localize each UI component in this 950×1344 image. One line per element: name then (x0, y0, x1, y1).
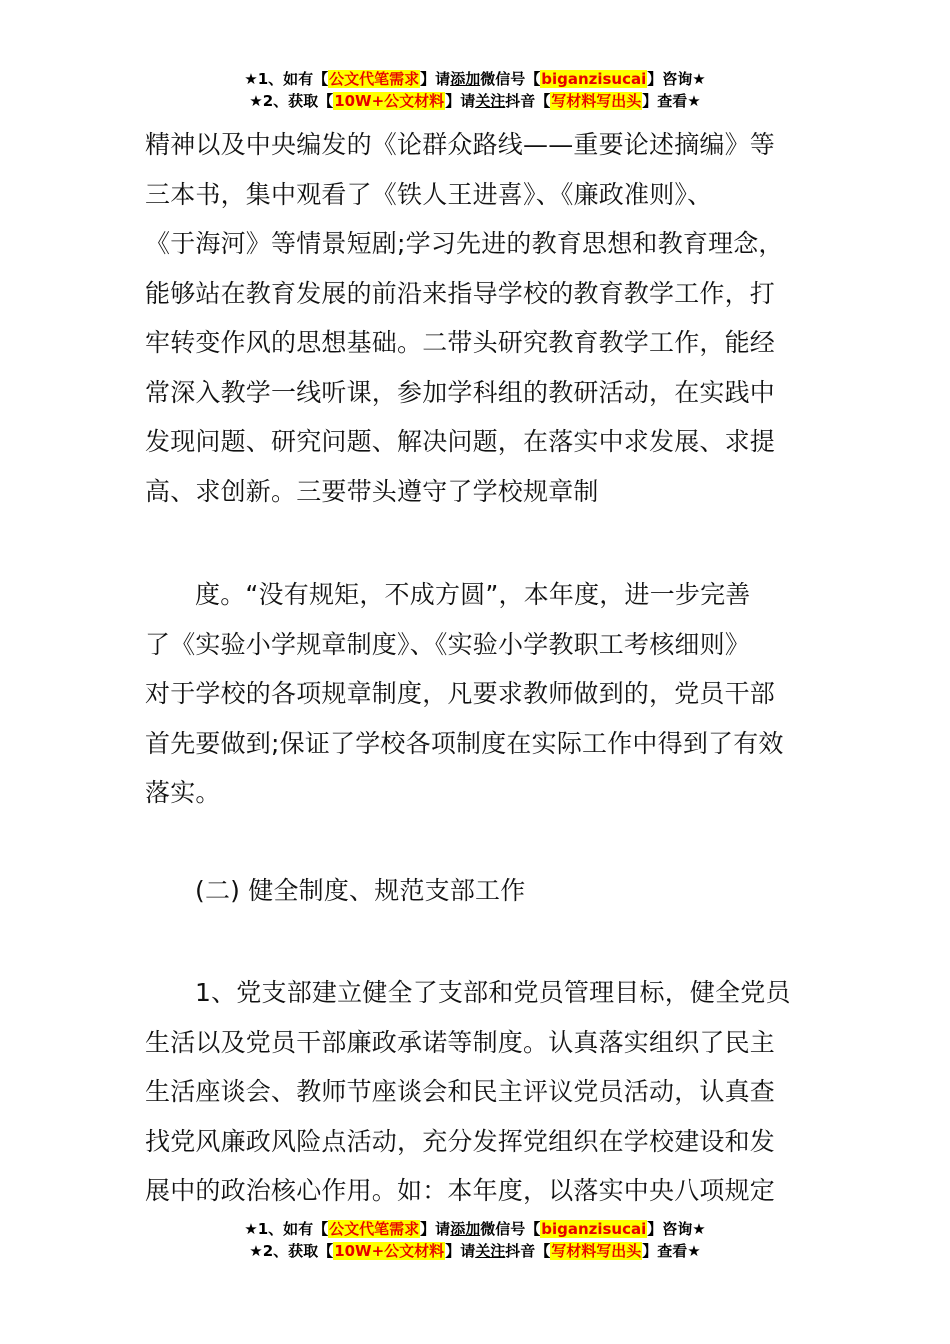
paragraph-line: 找党风廉政风险点活动，充分发挥党组织在学校建设和发 (145, 1126, 776, 1156)
paragraph-2 (145, 570, 810, 818)
paragraph-line: 发现问题、研究问题、解决问题，在落实中求发展、求提 (145, 427, 776, 456)
paragraph-line: 《于海河》等情景短剧;学习先进的教育思想和教育理念， (145, 229, 784, 258)
highlight-service: 公文代笔需求 (329, 1220, 420, 1238)
paragraph-1 (145, 120, 810, 516)
paragraph-line: 高、求创新。三要带头遵守了学校规章制 (145, 476, 599, 506)
bottom-banner (0, 1218, 950, 1262)
paragraph-3 (145, 968, 810, 1216)
paragraph-line: 度。“没有规矩，不成方圆”，本年度，进一步完善 (195, 580, 751, 609)
highlight-materials: 10W+公文材料 (334, 92, 445, 110)
paragraph-line: 展中的政治核心作用。如：本年度，以落实中央八项规定 (145, 1176, 776, 1205)
paragraph-line: 生活以及党员干部廉政承诺等制度。认真落实组织了民主 (145, 1027, 776, 1057)
highlight-douyin-account: 写材料写出头 (551, 1242, 642, 1260)
paragraph-line: 牢转变作风的思想基础。二带头研究教育教学工作，能经 (145, 328, 776, 357)
highlight-wechat-id: biganzisucai (541, 70, 647, 88)
highlight-douyin-account: 写材料写出头 (551, 92, 642, 110)
paragraph-line: 1、党支部建立健全了支部和党员管理目标，健全党员 (195, 978, 791, 1007)
banner-line-1: ★1、如有【公文代笔需求】请添加微信号【biganzisucai】咨询★ (244, 70, 706, 88)
paragraph-line: 常深入教学一线听课，参加学科组的教研活动，在实践中 (145, 377, 776, 407)
paragraph-line: 对于学校的各项规章制度，凡要求教师做到的，党员干部 (145, 679, 776, 708)
paragraph-line: 能够站在教育发展的前沿来指导学校的教育教学工作，打 (145, 278, 776, 308)
top-banner (0, 68, 950, 112)
highlight-service: 公文代笔需求 (329, 70, 420, 88)
highlight-wechat-id: biganzisucai (541, 1220, 647, 1238)
paragraph-line: 生活座谈会、教师节座谈会和民主评议党员活动，认真查 (145, 1077, 776, 1106)
section-heading (145, 866, 810, 916)
paragraph-line: 精神以及中央编发的《论群众路线——重要论述摘编》等 (145, 130, 776, 159)
paragraph-line: 三本书，集中观看了《铁人王进喜》、《廉政准则》、 (145, 179, 713, 209)
banner-line-2: ★2、获取【10W+公文材料】请关注抖音【写材料写出头】查看★ (249, 1242, 701, 1260)
highlight-materials: 10W+公文材料 (334, 1242, 445, 1260)
banner-line-1: ★1、如有【公文代笔需求】请添加微信号【biganzisucai】咨询★ (244, 1220, 706, 1238)
heading-text: (二) 健全制度、规范支部工作 (195, 876, 526, 905)
paragraph-line: 首先要做到;保证了学校各项制度在实际工作中得到了有效 (145, 728, 784, 758)
paragraph-line: 了《实验小学规章制度》、《实验小学教职工考核细则》 (145, 629, 751, 659)
banner-line-2: ★2、获取【10W+公文材料】请关注抖音【写材料写出头】查看★ (249, 92, 701, 110)
paragraph-line: 落实。 (145, 778, 221, 807)
